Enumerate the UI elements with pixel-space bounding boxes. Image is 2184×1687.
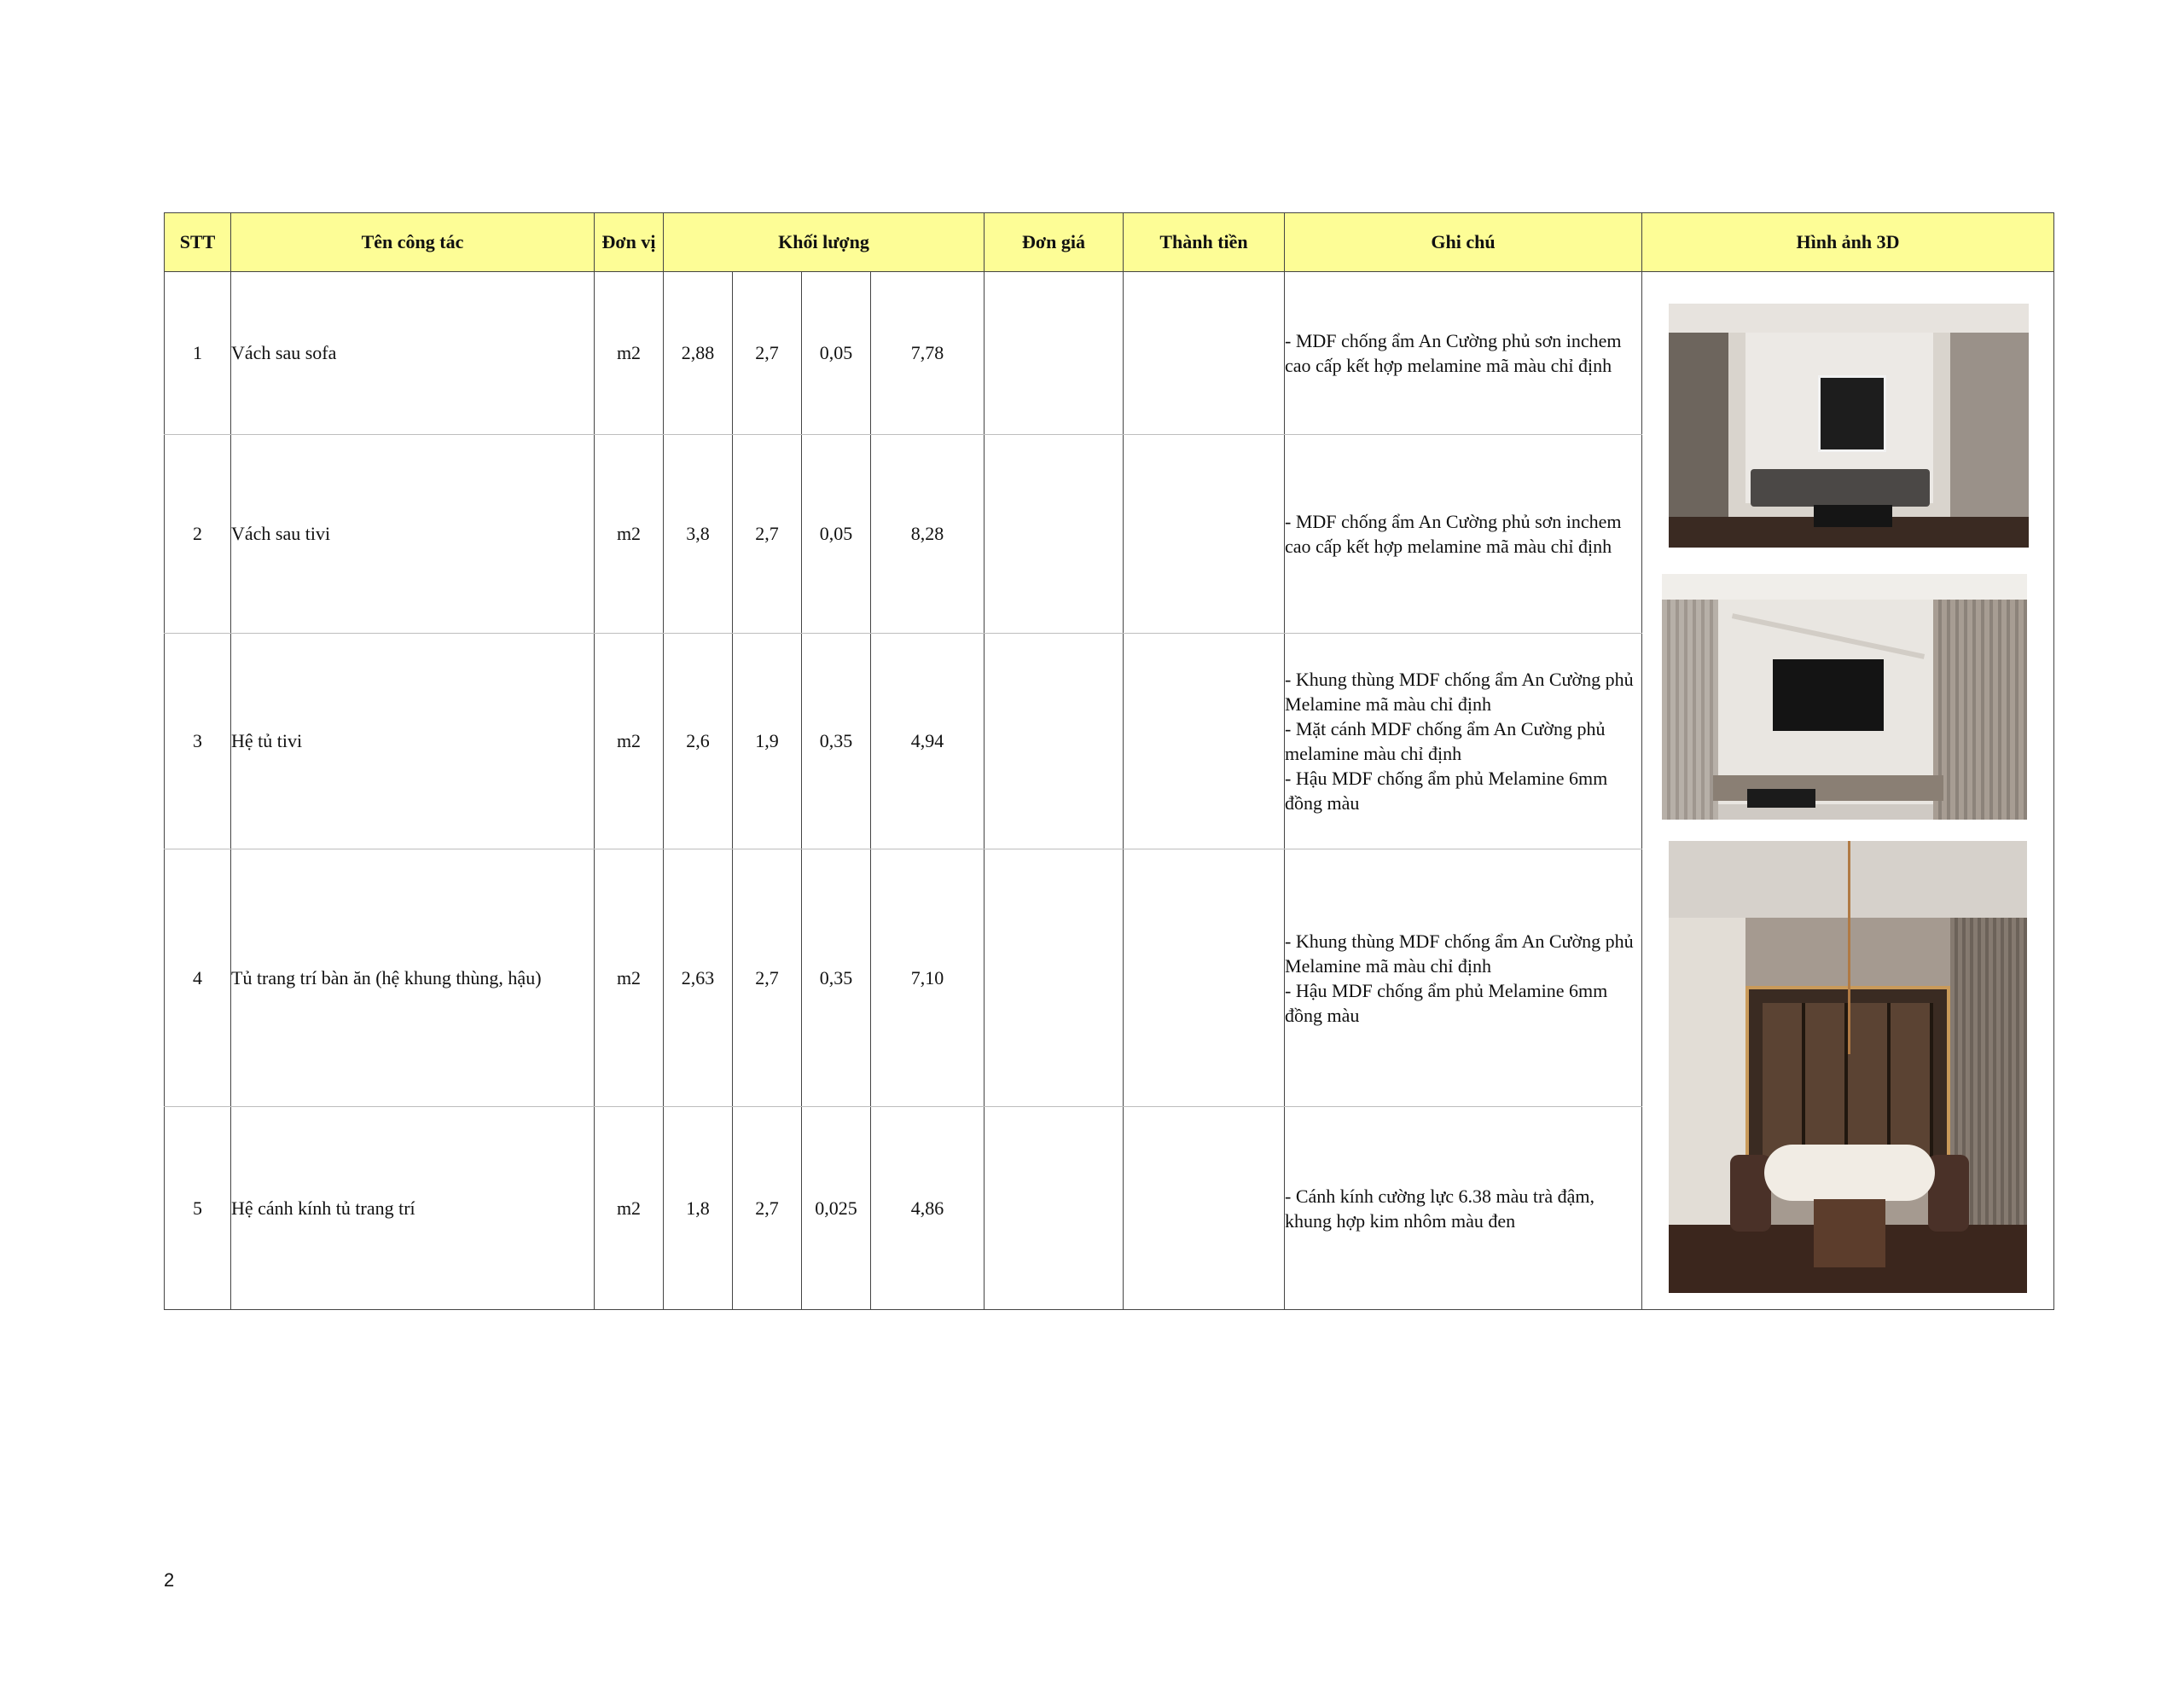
row-task-name: Hệ cánh kính tủ trang trí [231, 1107, 595, 1310]
row-depth: 0,35 [802, 634, 871, 849]
row-unit: m2 [595, 435, 664, 634]
header-quantity: Khối lượng [664, 213, 985, 272]
row-amount [1124, 435, 1285, 634]
page-number: 2 [164, 1569, 175, 1591]
row-height: 2,7 [733, 849, 802, 1107]
header-amount: Thành tiền [1124, 213, 1285, 272]
row-quantity-total: 4,86 [871, 1107, 985, 1310]
row-depth: 0,05 [802, 272, 871, 435]
row-unit-price [985, 849, 1124, 1107]
row-height: 2,7 [733, 435, 802, 634]
row-stt: 1 [165, 272, 231, 435]
header-row [165, 213, 2054, 272]
row-quantity-total: 8,28 [871, 435, 985, 634]
row-length: 3,8 [664, 435, 733, 634]
header-3d-image: Hình ảnh 3D [1642, 213, 2054, 272]
row-length: 2,88 [664, 272, 733, 435]
header-task-name: Tên công tác [231, 213, 595, 272]
tv-wall-image [1662, 574, 2027, 820]
row-unit: m2 [595, 272, 664, 435]
header-stt: STT [165, 213, 231, 272]
row-task-name: Vách sau sofa [231, 272, 595, 435]
row-amount [1124, 1107, 1285, 1310]
dining-room-image [1669, 841, 2027, 1293]
row-amount [1124, 849, 1285, 1107]
row-stt: 3 [165, 634, 231, 849]
row-depth: 0,35 [802, 849, 871, 1107]
row-unit-price [985, 1107, 1124, 1310]
header-unit-price: Đơn giá [985, 213, 1124, 272]
row-unit: m2 [595, 849, 664, 1107]
row-unit: m2 [595, 634, 664, 849]
row-amount [1124, 272, 1285, 435]
row-stt: 5 [165, 1107, 231, 1310]
row-note: - MDF chống ẩm An Cường phủ sơn inchem cao cấp kết hợp melamine mã màu chỉ định [1285, 435, 1642, 634]
row-note: - Cánh kính cường lực 6.38 màu trà đậm, khung hợp kim nhôm màu đen [1285, 1107, 1642, 1310]
row-height: 2,7 [733, 272, 802, 435]
row-unit-price [985, 634, 1124, 849]
row-unit-price [985, 272, 1124, 435]
row-amount [1124, 634, 1285, 849]
row-quantity-total: 4,94 [871, 634, 985, 849]
row-length: 2,63 [664, 849, 733, 1107]
row-stt: 4 [165, 849, 231, 1107]
row-quantity-total: 7,78 [871, 272, 985, 435]
row-height: 2,7 [733, 1107, 802, 1310]
row-height: 1,9 [733, 634, 802, 849]
row-length: 1,8 [664, 1107, 733, 1310]
row-stt: 2 [165, 435, 231, 634]
row-note: - MDF chống ẩm An Cường phủ sơn inchem cao cấp kết hợp melamine mã màu chỉ định [1285, 272, 1642, 435]
row-task-name: Tủ trang trí bàn ăn (hệ khung thùng, hậu) [231, 849, 595, 1107]
row-depth: 0,025 [802, 1107, 871, 1310]
row-task-name: Vách sau tivi [231, 435, 595, 634]
living-room-sofa-image [1669, 304, 2029, 548]
row-note: - Khung thùng MDF chống ẩm An Cường phủ Melamine mã màu chỉ định - Hậu MDF chống ẩm phủ Melamine 6mm đồng màu [1285, 849, 1642, 1107]
header-unit: Đơn vị [595, 213, 664, 272]
row-length: 2,6 [664, 634, 733, 849]
row-quantity-total: 7,10 [871, 849, 985, 1107]
row-note: - Khung thùng MDF chống ẩm An Cường phủ Melamine mã màu chỉ định - Mặt cánh MDF chống ẩm An Cường phủ melamine màu chỉ định - Hậu MDF chống ẩm phủ Melamine 6mm đồng màu [1285, 634, 1642, 849]
header-note: Ghi chú [1285, 213, 1642, 272]
row-unit-price [985, 435, 1124, 634]
row-unit: m2 [595, 1107, 664, 1310]
row-task-name: Hệ tủ tivi [231, 634, 595, 849]
row-depth: 0,05 [802, 435, 871, 634]
